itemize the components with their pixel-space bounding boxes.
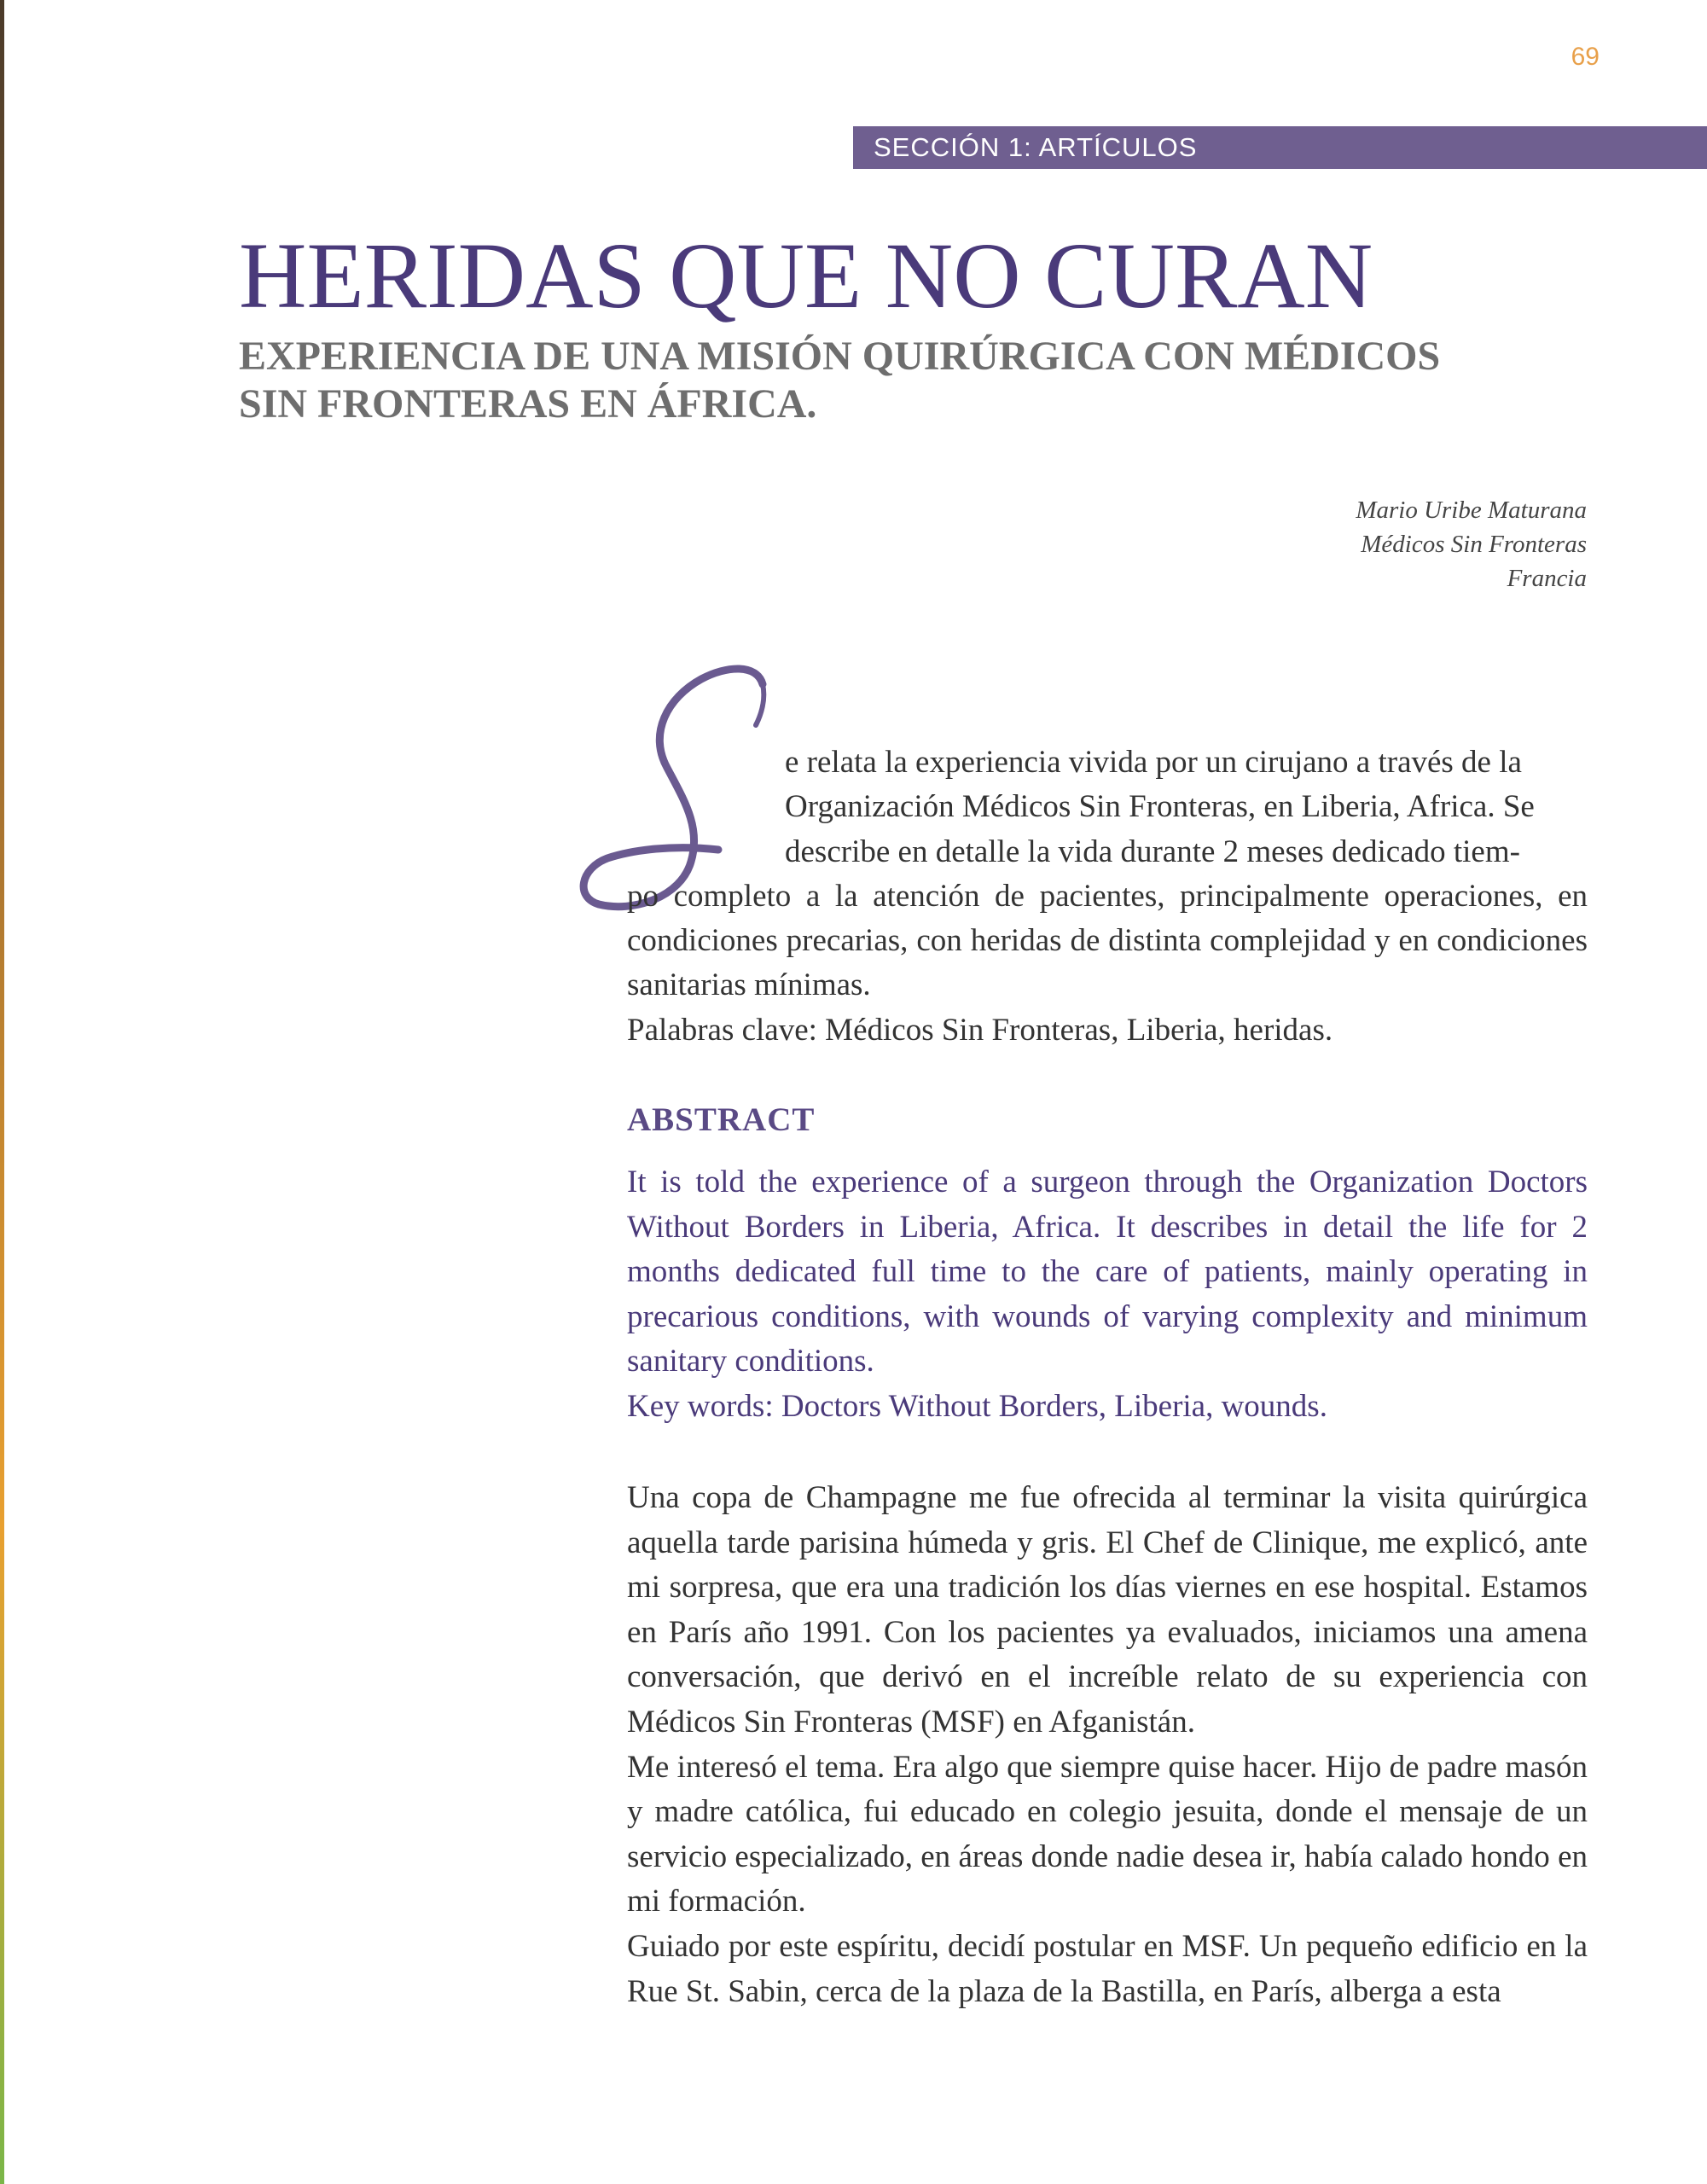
abstract-heading: ABSTRACT bbox=[627, 1101, 816, 1138]
abstract-keywords: Key words: Doctors Without Borders, Liberia, wounds. bbox=[627, 1388, 1327, 1424]
subtitle-line-1: EXPERIENCIA DE UNA MISIÓN QUIRÚRGICA CON MÉDICOS bbox=[239, 334, 1441, 379]
body-paragraph-1: Una copa de Champagne me fue ofrecida al terminar la visita quirúrgica aquella tarde parisina húmeda y gris. El Chef de Clinique, me explicó, ante mi sorpresa, que era una tradición los días viernes en ese hospital. Estamos en París año 1991. Con los pacientes ya evaluados, iniciamos una amena conversación, que derivó en el increíble relato de su experiencia con Médicos Sin Fronteras (MSF) en Afganistán. bbox=[627, 1480, 1588, 1740]
resumen-block bbox=[627, 741, 1588, 1053]
resumen-line-1: e relata la experiencia vivida por un cirujano a través de la bbox=[785, 745, 1522, 780]
section-label: SECCIÓN 1: ARTÍCULOS bbox=[874, 132, 1198, 162]
resumen-line-2: Organización Médicos Sin Fronteras, en Liberia, Africa. Se bbox=[785, 789, 1535, 825]
author-block bbox=[1194, 493, 1587, 595]
body-paragraph-3: Guiado por este espíritu, decidí postular en MSF. Un pequeño edificio en la Rue St. Sabin, cerca de la plaza de la Bastilla, en París, alberga a esta bbox=[627, 1928, 1588, 2009]
resumen-text: po completo a la atención de pacientes, principalmente operaciones, en condiciones precarias, con heridas de distinta complejidad y en condiciones sanitarias mínimas. bbox=[627, 878, 1588, 1003]
page-number: 69 bbox=[1571, 43, 1600, 71]
article-body bbox=[627, 1476, 1588, 2014]
page-edge-stripe bbox=[0, 0, 4, 2184]
resumen-line-3: describe en detalle la vida durante 2 meses dedicado tiem- bbox=[785, 834, 1520, 869]
body-paragraph-2: Me interesó el tema. Era algo que siempre quise hacer. Hijo de padre masón y madre católica, fui educado en colegio jesuita, donde el mensaje de un servicio especializado, en áreas donde nadie desea ir, había calado hondo en mi formación. bbox=[627, 1749, 1588, 1920]
resumen-keywords: Palabras clave: Médicos Sin Fronteras, Liberia, heridas. bbox=[627, 1012, 1333, 1048]
author-name: Mario Uribe Maturana bbox=[1356, 497, 1587, 524]
article-title: HERIDAS QUE NO CURAN bbox=[239, 224, 1373, 328]
article-subtitle bbox=[239, 333, 1518, 428]
author-organization: Médicos Sin Fronteras bbox=[1361, 531, 1587, 558]
abstract-text: It is told the experience of a surgeon through the Organization Doctors Without Borders in Liberia, Africa. It describes in detail the life for 2 months dedicated full time to the care of patients, mainly operating in precarious conditions, with wounds of varying complexity and minimum sanitary conditions. bbox=[627, 1165, 1588, 1379]
abstract-block bbox=[627, 1160, 1588, 1429]
author-country: Francia bbox=[1507, 565, 1587, 592]
subtitle-line-2: SIN FRONTERAS EN ÁFRICA. bbox=[239, 381, 817, 427]
